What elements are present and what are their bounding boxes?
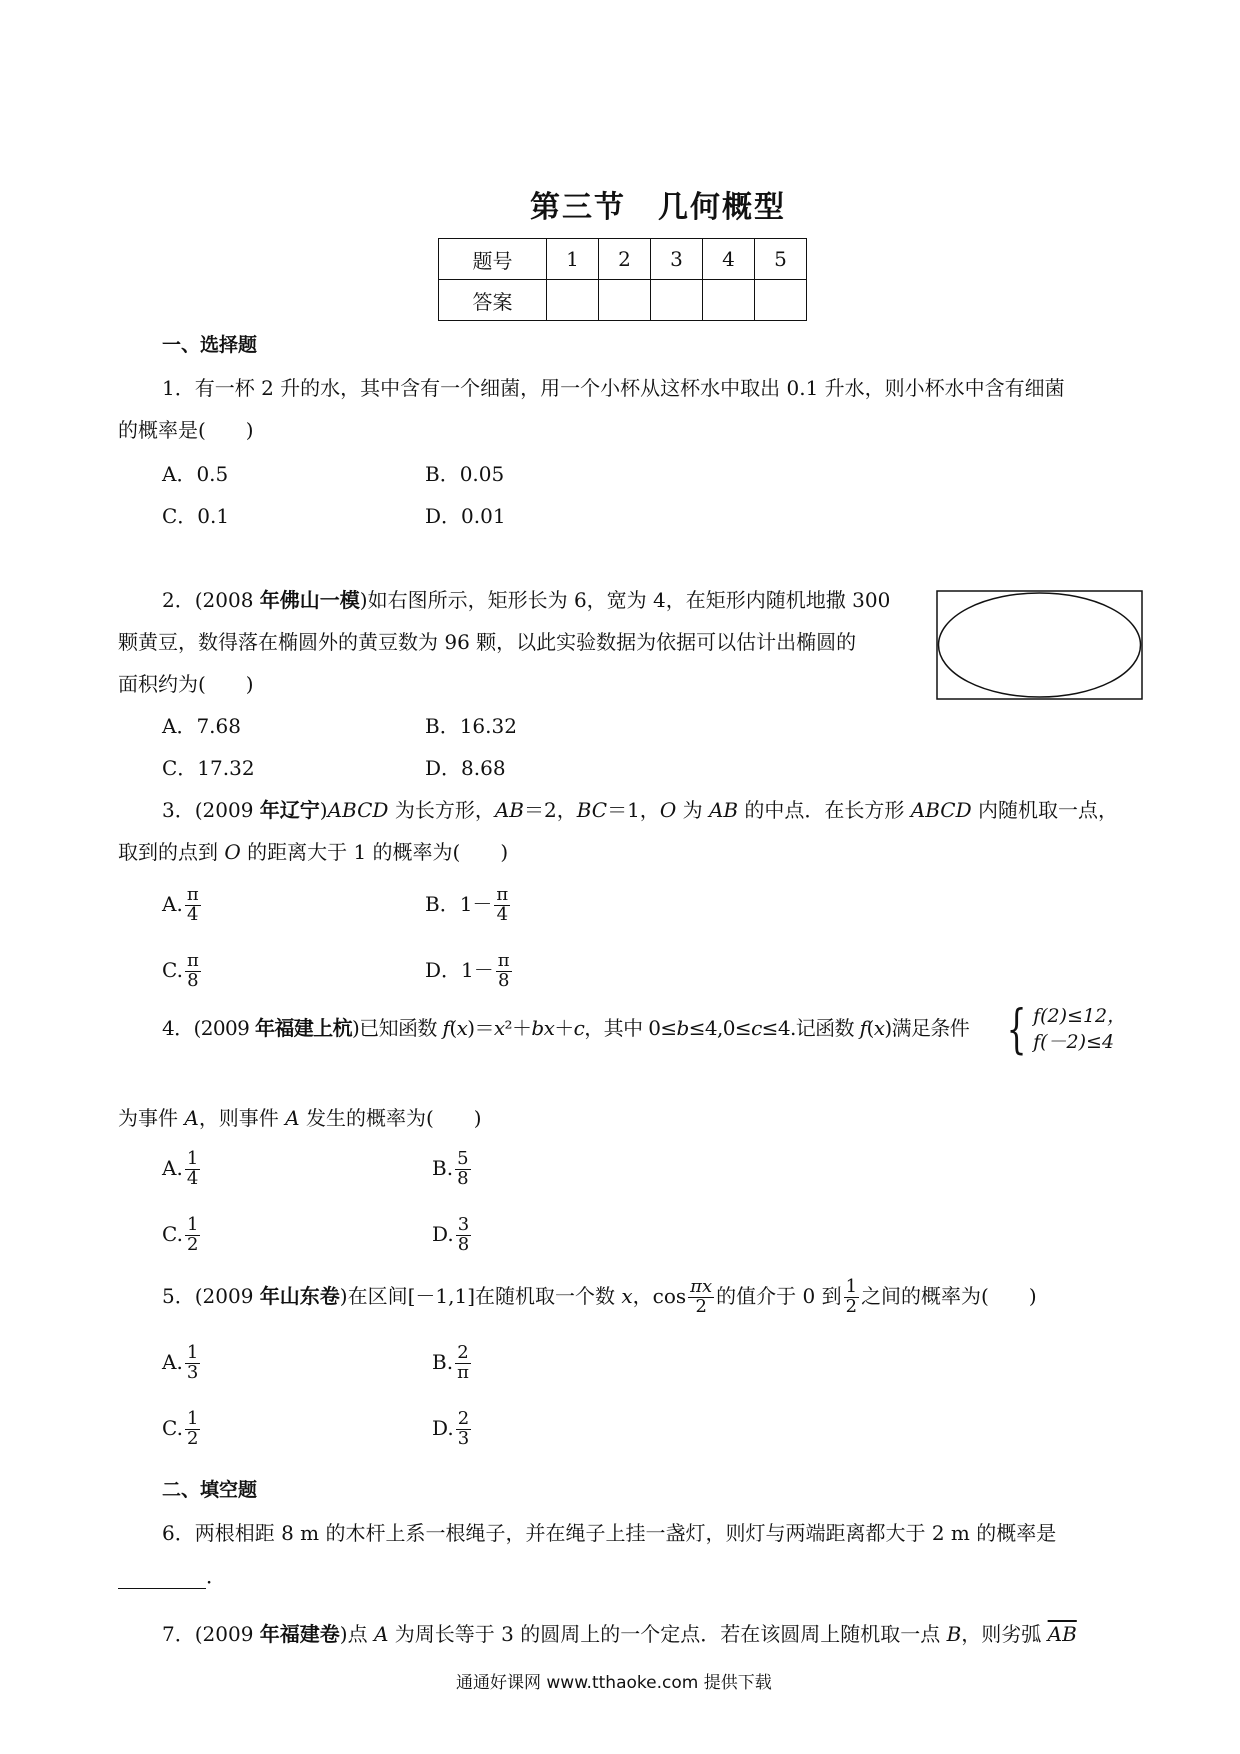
table-cell: 2 bbox=[599, 239, 651, 280]
denominator: 8 bbox=[187, 969, 199, 991]
option-b bbox=[425, 886, 512, 925]
numerator: 2 bbox=[457, 1342, 469, 1363]
source-label: 年山东卷 bbox=[259, 1283, 340, 1308]
text: )如右图所示，矩形长为 6，宽为 4，在矩形内随机地撒 300 bbox=[359, 588, 891, 612]
text: 为长方形， bbox=[388, 798, 495, 822]
source-label: 年佛山一模 bbox=[259, 588, 360, 612]
variable: b bbox=[676, 1016, 689, 1040]
denominator: 3 bbox=[457, 1427, 470, 1449]
text: ≤4.记函数 bbox=[761, 1016, 860, 1040]
fraction bbox=[185, 886, 201, 925]
option-d bbox=[432, 1216, 473, 1255]
option-label: A. bbox=[162, 1155, 183, 1180]
option-a: A．0.5 bbox=[162, 462, 229, 486]
footer-text: 通通好课网 www.tthaoke.com 提供下载 bbox=[456, 1673, 772, 1693]
question-2-line-1 bbox=[162, 584, 890, 613]
option-label: B．1－ bbox=[425, 891, 493, 916]
section-heading: 一、选择题 bbox=[162, 334, 258, 356]
table-cell bbox=[755, 280, 807, 321]
text: )＝ bbox=[467, 1016, 494, 1040]
question-1-line-1: 1．有一杯 2 升的水，其中含有一个细菌，用一个小杯从这杯水中取出 0.1 升水，则小杯水中含有细菌 bbox=[162, 376, 1065, 400]
question-5-line-1 bbox=[162, 1278, 1037, 1317]
denominator: 3 bbox=[186, 1361, 199, 1383]
fraction bbox=[185, 1410, 200, 1449]
option-b: B．16.32 bbox=[425, 714, 517, 738]
numerator: π bbox=[496, 884, 509, 905]
denominator: π bbox=[457, 1361, 469, 1383]
text: 内随机取一点， bbox=[971, 798, 1119, 822]
variable: c bbox=[573, 1016, 585, 1040]
variable: x bbox=[493, 1016, 505, 1040]
denominator: 4 bbox=[187, 903, 199, 925]
option-c bbox=[162, 952, 203, 991]
source-label: 年福建上杭 bbox=[254, 1016, 352, 1040]
text: ²＋ bbox=[504, 1016, 532, 1040]
ellipse-shape bbox=[939, 593, 1141, 697]
fraction bbox=[455, 1344, 471, 1383]
option-d bbox=[432, 1410, 473, 1449]
table-cell bbox=[599, 280, 651, 321]
text: 发生的概率为( ) bbox=[299, 1106, 482, 1130]
variable: x bbox=[621, 1283, 633, 1308]
text: 的距离大于 1 的概率为( ) bbox=[240, 840, 509, 864]
rectangle-shape bbox=[937, 591, 1142, 699]
option-label: C. bbox=[162, 1415, 183, 1440]
text: ≤4,0≤ bbox=[688, 1016, 752, 1040]
option-label: C. bbox=[162, 957, 183, 982]
condition-rows bbox=[1033, 1004, 1126, 1055]
text: 的中点．在长方形 bbox=[738, 798, 911, 822]
option-c: C．0.1 bbox=[162, 504, 230, 528]
text: )满足条件 bbox=[884, 1016, 970, 1040]
option-label: B. bbox=[432, 1349, 454, 1374]
question-2-line-2: 颗黄豆，数得落在椭圆外的黄豆数为 96 颗，以此实验数据为依据可以估计出椭圆的 bbox=[118, 630, 857, 654]
question-6-line-2 bbox=[118, 1560, 226, 1589]
condition-brace bbox=[1000, 1000, 1127, 1060]
option-a bbox=[162, 886, 203, 925]
numerator: π bbox=[186, 950, 199, 971]
fraction bbox=[185, 1150, 200, 1189]
variable: O bbox=[659, 798, 677, 822]
fraction bbox=[494, 886, 510, 925]
option-a bbox=[162, 1344, 202, 1383]
source-label: 年福建卷 bbox=[259, 1622, 340, 1646]
numerator: 3 bbox=[457, 1214, 470, 1235]
question-3-line-2 bbox=[118, 836, 508, 865]
fraction bbox=[844, 1278, 859, 1317]
option-label: A. bbox=[162, 1349, 183, 1374]
variable: x bbox=[873, 1016, 885, 1040]
question-7-line-1 bbox=[162, 1618, 1077, 1647]
source-label: 年辽宁 bbox=[259, 798, 320, 822]
option-b: B．0.05 bbox=[425, 462, 505, 486]
option-label: C. bbox=[162, 1221, 183, 1246]
question-6-line-1: 6．两根相距 8 m 的木杆上系一根绳子，并在绳子上挂一盏灯，则灯与两端距离都大于 2 m 的概率是 bbox=[162, 1521, 1057, 1545]
table-header-cell: 题号 bbox=[439, 239, 547, 280]
numerator: 1 bbox=[845, 1276, 858, 1297]
fraction bbox=[456, 1216, 471, 1255]
variable: AB bbox=[494, 798, 524, 822]
option-b bbox=[432, 1150, 473, 1189]
question-2-line-3: 面积约为( ) bbox=[118, 672, 254, 696]
text: ＝2， bbox=[523, 798, 577, 822]
fraction bbox=[455, 1150, 470, 1189]
fraction bbox=[496, 952, 512, 991]
option-d: D．0.01 bbox=[425, 504, 506, 528]
condition-2: f(－2)≤4 bbox=[1033, 1031, 1115, 1053]
text: ( bbox=[866, 1016, 874, 1040]
text: 3．(2009 bbox=[162, 798, 260, 822]
variable: c bbox=[751, 1016, 762, 1040]
numerator: 1 bbox=[186, 1148, 199, 1169]
option-c bbox=[162, 1410, 202, 1449]
denominator: 4 bbox=[496, 903, 509, 925]
denominator: 2 bbox=[186, 1427, 199, 1449]
text: 的值介于 0 到 bbox=[716, 1283, 842, 1308]
numerator: 1 bbox=[186, 1214, 199, 1235]
text: ＋ bbox=[554, 1016, 574, 1040]
text: 为周长等于 3 的圆周上的一个定点．若在该圆周上随机取一点 bbox=[388, 1622, 947, 1646]
option-a: A．7.68 bbox=[162, 714, 241, 738]
text: ． bbox=[206, 1564, 226, 1588]
variable: A bbox=[184, 1106, 199, 1130]
variable: f bbox=[442, 1016, 450, 1040]
denominator: 2 bbox=[695, 1295, 707, 1317]
text: ＝1， bbox=[607, 798, 660, 822]
fraction bbox=[185, 952, 201, 991]
option-a bbox=[162, 1150, 202, 1189]
question-1-line-2: 的概率是( ) bbox=[118, 418, 254, 442]
variable: x bbox=[456, 1016, 468, 1040]
option-label: A. bbox=[162, 891, 183, 916]
table-cell: 4 bbox=[703, 239, 755, 280]
numerator: πx bbox=[690, 1276, 713, 1297]
question-4-line-1 bbox=[162, 1012, 969, 1041]
text: ，cos bbox=[632, 1283, 687, 1308]
option-label: D. bbox=[432, 1415, 454, 1440]
denominator: 8 bbox=[457, 1233, 470, 1255]
denominator: 8 bbox=[497, 969, 510, 991]
table-cell bbox=[651, 280, 703, 321]
option-label: D. bbox=[432, 1221, 454, 1246]
page-title: 第三节 几何概型 bbox=[530, 190, 786, 225]
denominator: 2 bbox=[186, 1233, 199, 1255]
fraction bbox=[688, 1278, 714, 1317]
question-3-line-1 bbox=[162, 794, 1118, 823]
denominator: 2 bbox=[845, 1295, 858, 1317]
table-cell: 1 bbox=[547, 239, 599, 280]
text: ( bbox=[449, 1016, 457, 1040]
option-d bbox=[425, 952, 514, 991]
brace-symbol: { bbox=[1006, 1000, 1027, 1060]
numerator: 2 bbox=[457, 1408, 470, 1429]
denominator: 4 bbox=[186, 1167, 199, 1189]
text: 为 bbox=[676, 798, 709, 822]
answer-blank bbox=[118, 1566, 206, 1589]
text: )点 bbox=[339, 1622, 374, 1646]
option-b bbox=[432, 1344, 473, 1383]
fraction bbox=[456, 1410, 471, 1449]
numerator: 1 bbox=[186, 1342, 199, 1363]
variable: ABCD bbox=[910, 798, 972, 822]
table-row bbox=[439, 280, 807, 321]
option-label: D．1－ bbox=[425, 957, 494, 982]
numerator: 1 bbox=[186, 1408, 199, 1429]
variable: bx bbox=[531, 1016, 555, 1040]
fraction bbox=[185, 1344, 200, 1383]
variable: O bbox=[224, 840, 241, 864]
section-heading: 二、填空题 bbox=[162, 1479, 258, 1501]
answer-table bbox=[438, 238, 807, 321]
numerator: π bbox=[497, 950, 510, 971]
variable: A bbox=[373, 1622, 389, 1646]
text: )已知函数 bbox=[351, 1016, 443, 1040]
numerator: 5 bbox=[457, 1148, 469, 1169]
option-d: D．8.68 bbox=[425, 756, 506, 780]
table-cell: 5 bbox=[755, 239, 807, 280]
table-row bbox=[439, 239, 807, 280]
variable: AB bbox=[708, 798, 739, 822]
text: ) bbox=[319, 798, 328, 822]
text: 5．(2009 bbox=[162, 1283, 260, 1308]
table-header-cell: 答案 bbox=[439, 280, 547, 321]
table-cell: 3 bbox=[651, 239, 703, 280]
variable: B bbox=[946, 1622, 962, 1646]
text: ，则事件 bbox=[198, 1106, 286, 1130]
text: 之间的概率为( ) bbox=[861, 1283, 1037, 1308]
variable: A bbox=[285, 1106, 300, 1130]
table-cell bbox=[703, 280, 755, 321]
text: 为事件 bbox=[118, 1106, 185, 1130]
rectangle-ellipse-figure bbox=[936, 590, 1144, 702]
table-cell bbox=[547, 280, 599, 321]
option-c bbox=[162, 1216, 202, 1255]
variable: ABCD bbox=[327, 798, 389, 822]
denominator: 8 bbox=[457, 1167, 469, 1189]
question-4-line-2 bbox=[118, 1102, 482, 1131]
arc-label: $\overline{AB}$ bbox=[1047, 1622, 1077, 1646]
condition-1: f(2)≤12， bbox=[1033, 1005, 1127, 1028]
text: ，则劣弧 bbox=[961, 1622, 1048, 1646]
text: 7．(2009 bbox=[162, 1622, 260, 1646]
variable: BC bbox=[576, 798, 608, 822]
text: 4．(2009 bbox=[162, 1016, 255, 1040]
text: )在区间[－1,1]在随机取一个数 bbox=[339, 1283, 622, 1308]
text: 2．(2008 bbox=[162, 588, 260, 612]
fraction bbox=[185, 1216, 200, 1255]
text: 取到的点到 bbox=[118, 840, 225, 864]
variable: f bbox=[859, 1016, 867, 1040]
option-label: B. bbox=[432, 1155, 454, 1180]
text: ，其中 0≤ bbox=[584, 1016, 677, 1040]
option-c: C．17.32 bbox=[162, 756, 255, 780]
numerator: π bbox=[186, 884, 199, 905]
